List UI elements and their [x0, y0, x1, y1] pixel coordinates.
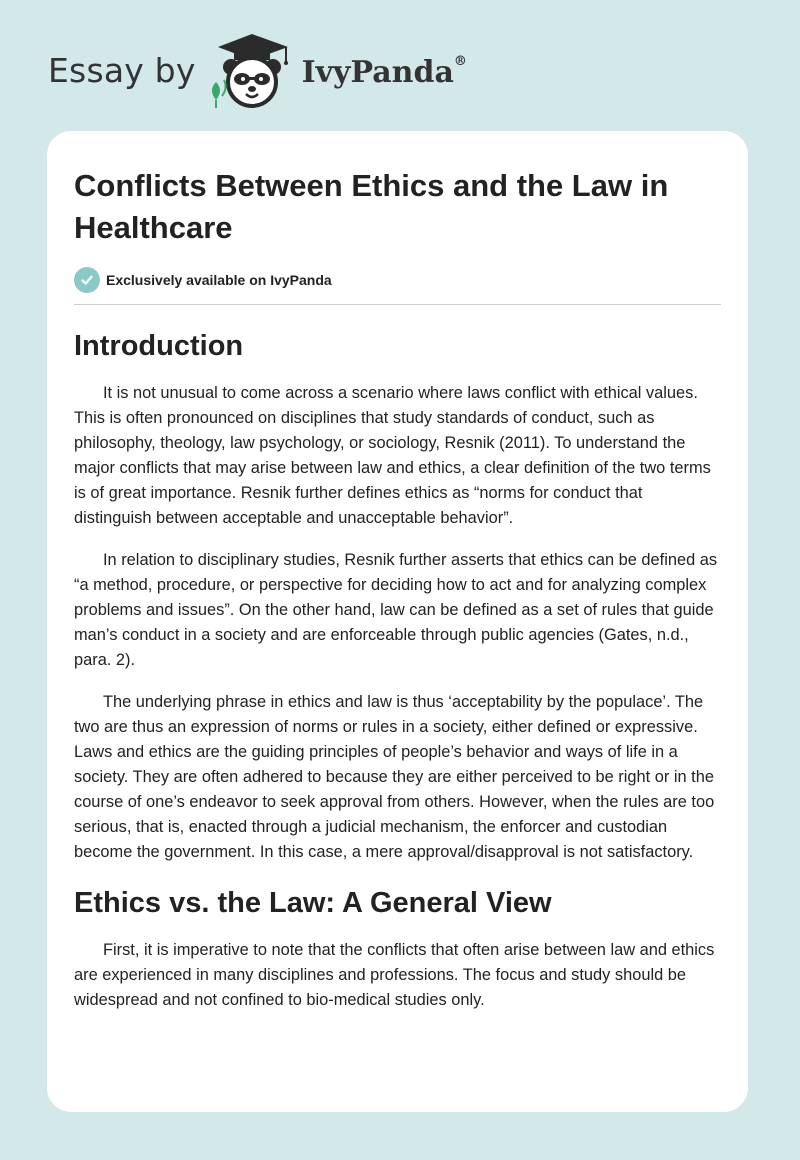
panda-graduation-cap-icon[interactable]: [206, 30, 298, 110]
site-header: [48, 30, 467, 110]
essay-card: [47, 131, 748, 1112]
brand-name[interactable]: IvyPanda®: [301, 53, 467, 90]
divider: [74, 304, 721, 305]
section-heading-introduction: Introduction: [74, 330, 244, 362]
essay-by-label: Essay by: [48, 50, 196, 90]
exclusive-badge: [74, 267, 721, 293]
paragraph: In relation to disciplinary studies, Resnik further asserts that ethics can be defined as “a method, procedure, or perspective for deciding how to act and for analyzing complex problems and issues”. On the other hand, law can be defined as a set of rules that guide man’s conduct in a society and are enforceable through public agencies (Gates, n.d., para. 2).: [74, 551, 718, 669]
paragraph: It is not unusual to come across a scenario where laws conflict with ethical values. This is often pronounced on disciplines that study standards of conduct, such as philosophy, theology, law psychology, or sociology, Resnik (2011). To understand the major conflicts that may arise between law and ethics, a clear definition of the two terms is of great importance. Resnik further defines ethics as “norms for conduct that distinguish between acceptable and unacceptable behavior”.: [74, 384, 711, 527]
paragraph: First, it is imperative to note that the conflicts that often arise between law and ethics are experienced in many disciplines and professions. The focus and study should be widespread and not confined to bio-medical studies only.: [74, 941, 715, 1009]
paragraph: The underlying phrase in ethics and law is thus ‘acceptability by the populace’. The two are thus an expression of norms or rules in a society, either defined or expressive. Laws and ethics are the guiding principles of people’s behavior and ways of life in a society. They are often adhered to because they are either perceived to be right or in the course of one’s endeavor to seek approval from others. However, when the rules are too serious, that is, enacted through a judicial mechanism, the enforcer and custodian become the government. In this case, a mere approval/disapproval is not satisfactory.: [74, 693, 715, 861]
registered-mark: ®: [453, 53, 467, 69]
checkmark-icon: [74, 267, 100, 293]
page-title: Conflicts Between Ethics and the Law in Healthcare: [74, 168, 669, 245]
exclusive-label: Exclusively available on IvyPanda: [106, 272, 332, 288]
section-heading-general-view: Ethics vs. the Law: A General View: [74, 887, 552, 919]
